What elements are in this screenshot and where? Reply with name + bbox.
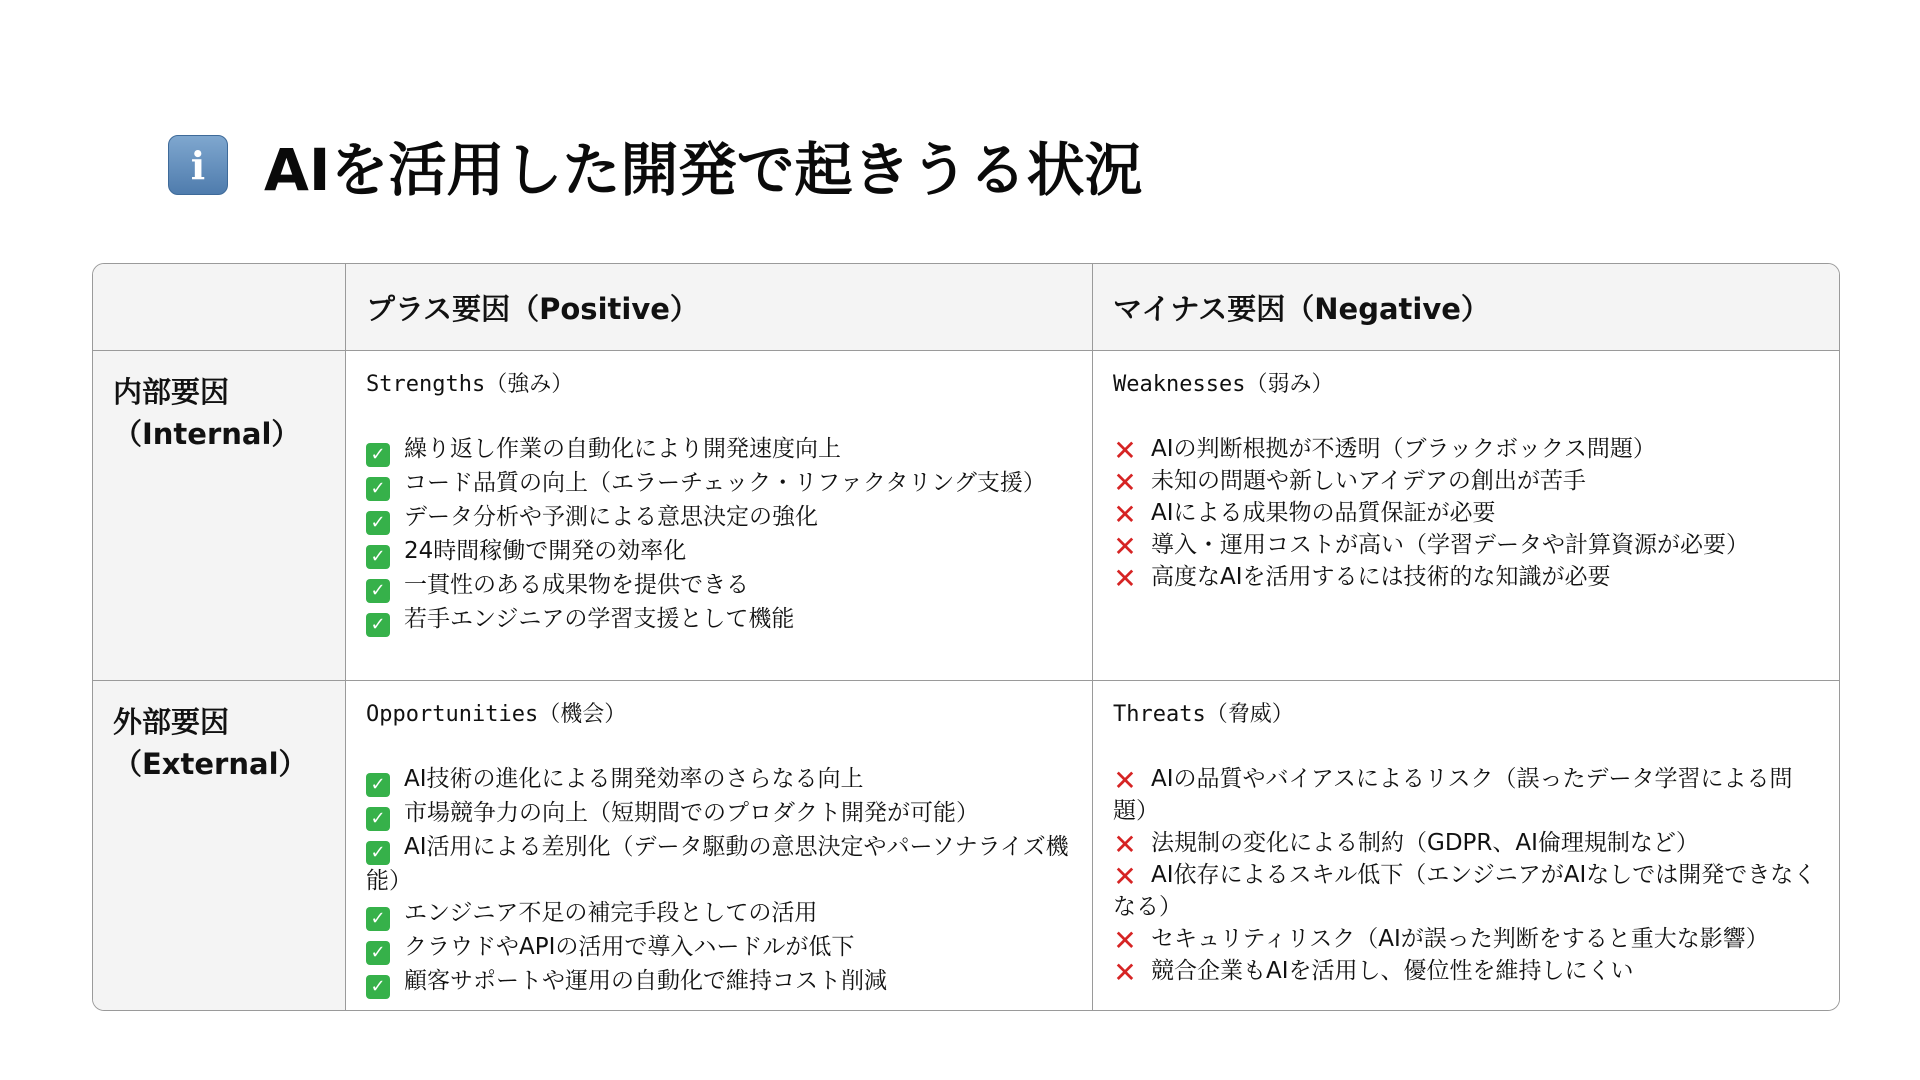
strengths-list — [366, 433, 1072, 637]
check-mark-icon: ✓ — [366, 511, 390, 535]
check-mark-icon: ✓ — [366, 975, 390, 999]
list-item-text: 若手エンジニアの学習支援として機能 — [404, 606, 795, 632]
list-item-text: データ分析や予測による意思決定の強化 — [404, 504, 818, 530]
list-item — [1113, 561, 1819, 593]
list-item — [1113, 923, 1819, 955]
check-mark-icon: ✓ — [366, 907, 390, 931]
check-mark-icon: ✓ — [366, 443, 390, 467]
check-mark-icon: ✓ — [366, 545, 390, 569]
list-item — [366, 501, 1072, 535]
list-item — [1113, 529, 1819, 561]
threats-cell — [1093, 681, 1839, 1010]
list-item — [366, 797, 1072, 831]
list-item — [366, 965, 1072, 999]
list-item — [366, 467, 1072, 501]
opportunities-cell — [346, 681, 1093, 1010]
row-header-internal — [93, 351, 346, 681]
strengths-label-jp: （強み） — [485, 372, 574, 397]
cross-mark-icon: ✕ — [1113, 434, 1137, 467]
check-mark-icon: ✓ — [366, 613, 390, 637]
list-item-text: AIの判断根拠が不透明（ブラックボックス問題） — [1151, 436, 1656, 462]
cross-mark-icon: ✕ — [1113, 924, 1137, 957]
weaknesses-label — [1113, 369, 1819, 401]
list-item-text: AI活用による差別化（データ駆動の意思決定やパーソナライズ機能） — [366, 834, 1069, 894]
threats-label-jp: （脅威） — [1205, 702, 1294, 727]
weaknesses-label-en: Weaknesses — [1113, 372, 1246, 397]
row-header-internal-en: （Internal） — [113, 417, 301, 451]
list-item — [1113, 827, 1819, 859]
list-item-text: AI依存によるスキル低下（エンジニアがAIなしでは開発できなくなる） — [1113, 862, 1817, 920]
check-mark-icon: ✓ — [366, 773, 390, 797]
cross-mark-icon: ✕ — [1113, 860, 1137, 893]
strengths-label-en: Strengths — [366, 372, 486, 397]
list-item-text: 繰り返し作業の自動化により開発速度向上 — [404, 436, 841, 462]
check-mark-icon: ✓ — [366, 477, 390, 501]
weaknesses-list — [1113, 433, 1819, 593]
list-item — [366, 931, 1072, 965]
list-item — [366, 897, 1072, 931]
opportunities-list — [366, 763, 1072, 999]
opportunities-label-en: Opportunities — [366, 702, 539, 727]
list-item-text: AI技術の進化による開発効率のさらなる向上 — [404, 766, 864, 792]
col-header-positive: プラス要因（Positive） — [346, 264, 1093, 351]
list-item — [1113, 955, 1819, 987]
corner-cell — [93, 264, 346, 351]
list-item-text: 市場競争力の向上（短期間でのプロダクト開発が可能） — [404, 800, 979, 826]
list-item — [1113, 859, 1819, 923]
strengths-label — [366, 369, 1072, 401]
list-item-text: 一貫性のある成果物を提供できる — [404, 572, 749, 598]
row-header-external — [93, 681, 346, 1010]
cross-mark-icon: ✕ — [1113, 764, 1137, 797]
weaknesses-cell — [1093, 351, 1839, 681]
list-item-text: 高度なAIを活用するには技術的な知識が必要 — [1151, 564, 1611, 590]
list-item — [1113, 763, 1819, 827]
row-header-internal-jp: 内部要因 — [113, 375, 230, 409]
row-header-external-en: （External） — [113, 747, 308, 781]
col-header-negative: マイナス要因（Negative） — [1093, 264, 1839, 351]
list-item — [366, 831, 1072, 897]
list-item — [1113, 433, 1819, 465]
check-mark-icon: ✓ — [366, 579, 390, 603]
swot-table — [92, 263, 1840, 1011]
threats-label — [1113, 699, 1819, 731]
list-item-text: クラウドやAPIの活用で導入ハードルが低下 — [404, 934, 855, 960]
list-item-text: コード品質の向上（エラーチェック・リファクタリング支援） — [404, 470, 1046, 496]
cross-mark-icon: ✕ — [1113, 498, 1137, 531]
threats-list — [1113, 763, 1819, 987]
strengths-cell — [346, 351, 1093, 681]
cross-mark-icon: ✕ — [1113, 466, 1137, 499]
list-item-text: 法規制の変化による制約（GDPR、AI倫理規制など） — [1151, 830, 1699, 856]
weaknesses-label-jp: （弱み） — [1245, 372, 1334, 397]
check-mark-icon: ✓ — [366, 807, 390, 831]
check-mark-icon: ✓ — [366, 941, 390, 965]
list-item-text: 顧客サポートや運用の自動化で維持コスト削減 — [404, 968, 887, 994]
list-item-text: AIの品質やバイアスによるリスク（誤ったデータ学習による問題） — [1113, 766, 1793, 824]
list-item-text: 未知の問題や新しいアイデアの創出が苦手 — [1151, 468, 1586, 494]
list-item — [366, 569, 1072, 603]
list-item-text: 導入・運用コストが高い（学習データや計算資源が必要） — [1151, 532, 1749, 558]
list-item — [366, 433, 1072, 467]
cross-mark-icon: ✕ — [1113, 562, 1137, 595]
list-item — [366, 763, 1072, 797]
page-title: AIを活用した開発で起きうる状況 — [264, 136, 1143, 204]
list-item-text: セキュリティリスク（AIが誤った判断をすると重大な影響） — [1151, 926, 1769, 952]
list-item-text: AIによる成果物の品質保証が必要 — [1151, 500, 1496, 526]
info-icon: i — [168, 135, 228, 195]
threats-label-en: Threats — [1113, 702, 1206, 727]
list-item-text: 競合企業もAIを活用し、優位性を維持しにくい — [1151, 958, 1634, 984]
list-item-text: 24時間稼働で開発の効率化 — [404, 538, 687, 564]
cross-mark-icon: ✕ — [1113, 956, 1137, 989]
title-row — [168, 125, 1142, 205]
list-item — [1113, 465, 1819, 497]
list-item — [366, 603, 1072, 637]
list-item — [366, 535, 1072, 569]
list-item — [1113, 497, 1819, 529]
opportunities-label-jp: （機会） — [538, 702, 627, 727]
row-header-external-jp: 外部要因 — [113, 705, 230, 739]
opportunities-label — [366, 699, 1072, 731]
cross-mark-icon: ✕ — [1113, 530, 1137, 563]
check-mark-icon: ✓ — [366, 841, 390, 865]
cross-mark-icon: ✕ — [1113, 828, 1137, 861]
list-item-text: エンジニア不足の補完手段としての活用 — [404, 900, 818, 926]
